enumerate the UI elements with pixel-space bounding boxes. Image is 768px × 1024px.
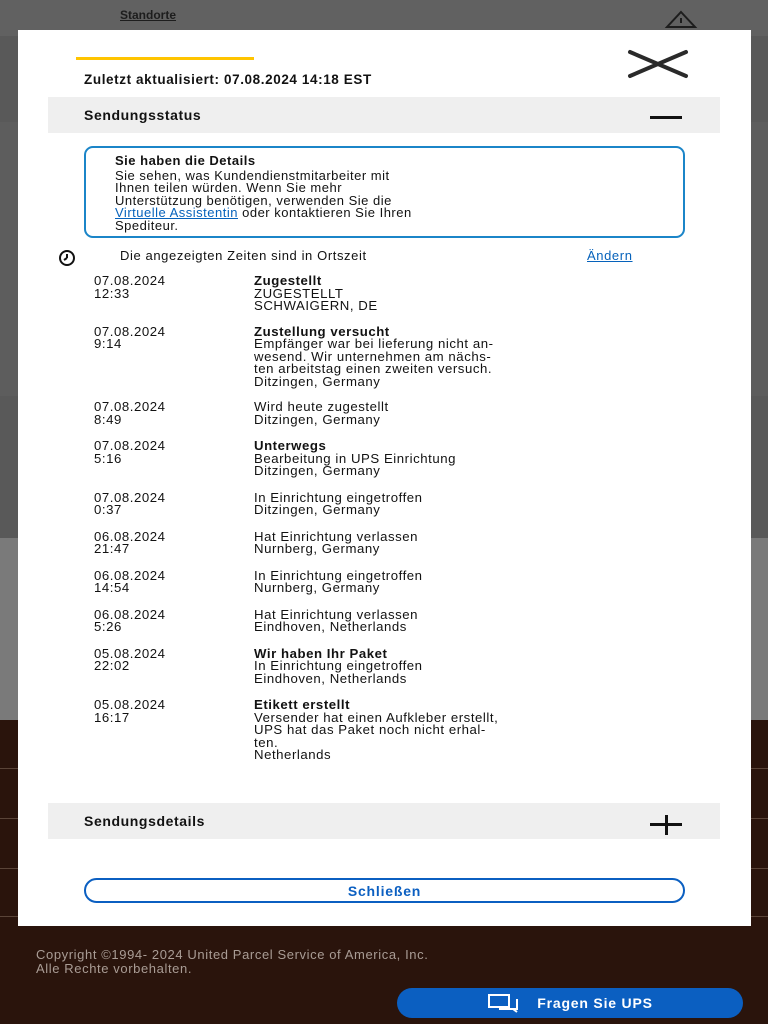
event-date: 06.08.2024 (94, 528, 166, 544)
info-box-text: Spediteur. (115, 217, 179, 233)
event-datetime (94, 275, 254, 313)
accent-bar (76, 57, 254, 60)
event-status: Wir haben Ihr Paket (254, 645, 388, 661)
event-description (254, 323, 674, 389)
timeline-event (94, 606, 694, 634)
close-icon[interactable] (626, 48, 690, 80)
event-detail-line: ten arbeitstag einen zweiten versuch. (254, 361, 493, 376)
event-description (254, 699, 674, 762)
shipment-status-title: Sendungsstatus (84, 107, 202, 123)
event-time: 21:47 (94, 541, 130, 556)
event-time: 22:02 (94, 658, 130, 673)
event-description (254, 440, 674, 478)
event-detail-line: wesend. Wir unternehmen am nächs- (254, 348, 492, 364)
event-detail-line: Empfänger war bei lieferung nicht an- (254, 336, 494, 351)
timeline-event (94, 645, 694, 686)
event-description (254, 606, 674, 634)
locations-link[interactable]: Standorte (120, 8, 177, 22)
event-detail-line: In Einrichtung eingetroffen (254, 658, 423, 673)
event-detail-line: SCHWAIGERN, DE (254, 298, 378, 313)
timeline-event (94, 275, 694, 313)
copyright-text (36, 948, 736, 976)
event-detail-line: Ditzingen, Germany (254, 502, 381, 517)
event-status: Unterwegs (254, 438, 327, 453)
event-description (254, 275, 674, 313)
timeline-event (94, 567, 694, 595)
timeline-event (94, 528, 694, 556)
event-detail-line: Bearbeitung in UPS Einrichtung (254, 450, 456, 466)
event-datetime (94, 440, 254, 478)
event-time: 8:49 (94, 411, 122, 427)
timezone-note: Die angezeigten Zeiten sind in Ortszeit (120, 248, 367, 263)
event-date: 07.08.2024 (94, 438, 166, 453)
change-timezone-link[interactable]: Ändern (587, 248, 633, 263)
warning-icon (664, 10, 698, 28)
event-detail-line: Hat Einrichtung verlassen (254, 606, 419, 622)
event-detail-line: Nurnberg, Germany (254, 541, 380, 556)
event-status: Etikett erstellt (254, 697, 351, 712)
event-detail-line: Ditzingen, Germany (254, 411, 381, 427)
event-date: 07.08.2024 (94, 489, 166, 505)
event-detail-line: Netherlands (254, 747, 332, 762)
shipment-details-accordion[interactable] (48, 803, 720, 839)
event-date: 06.08.2024 (94, 606, 166, 622)
event-datetime (94, 567, 254, 595)
details-info-box (84, 146, 685, 238)
event-detail-line: Ditzingen, Germany (254, 463, 381, 478)
event-detail-line: UPS hat das Paket noch nicht erhal- (254, 722, 486, 737)
event-date: 07.08.2024 (94, 273, 166, 288)
event-detail-line: ten. (254, 734, 279, 750)
clock-icon (56, 250, 78, 266)
event-datetime (94, 606, 254, 634)
event-date: 05.08.2024 (94, 697, 166, 712)
event-date: 05.08.2024 (94, 645, 166, 661)
event-detail-line: In Einrichtung eingetroffen (254, 567, 423, 583)
event-description (254, 645, 674, 686)
info-box-text: Unterstützung benötigen, verwenden Sie die (115, 192, 392, 208)
timezone-row (56, 248, 666, 266)
event-datetime (94, 401, 254, 426)
event-status: Zugestellt (254, 273, 322, 288)
event-time: 5:16 (94, 450, 122, 466)
shipment-details-title: Sendungsdetails (84, 813, 206, 829)
expand-icon (650, 815, 682, 835)
tracking-timeline (94, 275, 694, 762)
tracking-details-modal (18, 30, 751, 926)
info-box-text: Ihnen teilen würden. Wenn Sie mehr (115, 180, 343, 195)
event-detail-line: In Einrichtung eingetroffen (254, 489, 423, 505)
event-time: 5:26 (94, 619, 122, 634)
event-detail-line: Ditzingen, Germany (254, 373, 381, 389)
event-status: Zustellung versucht (254, 323, 390, 339)
last-updated-text: Zuletzt aktualisiert: 07.08.2024 14:18 EST (84, 72, 372, 87)
shipment-status-accordion[interactable] (48, 97, 720, 133)
timeline-event (94, 401, 694, 426)
timeline-event (94, 323, 694, 389)
event-datetime (94, 323, 254, 389)
virtual-assistant-link[interactable]: Virtuelle Assistentin (115, 205, 238, 220)
event-detail-line: Wird heute zugestellt (254, 399, 389, 414)
copyright-line: Copyright ©1994- 2024 United Parcel Service of America, Inc. (36, 947, 429, 962)
rights-line: Alle Rechte vorbehalten. (36, 961, 193, 976)
timeline-event (94, 440, 694, 478)
collapse-icon (650, 116, 682, 119)
event-time: 9:14 (94, 336, 122, 351)
event-date: 06.08.2024 (94, 567, 166, 583)
event-time: 14:54 (94, 580, 130, 595)
event-datetime (94, 489, 254, 517)
event-detail-line: Nurnberg, Germany (254, 580, 380, 595)
event-time: 16:17 (94, 709, 130, 725)
event-description (254, 401, 674, 426)
event-date: 07.08.2024 (94, 323, 166, 339)
event-datetime (94, 528, 254, 556)
info-box-text: oder kontaktieren Sie Ihren (238, 205, 412, 220)
event-datetime (94, 645, 254, 686)
event-detail-line: Eindhoven, Netherlands (254, 670, 407, 686)
event-time: 12:33 (94, 285, 130, 301)
event-detail-line: Hat Einrichtung verlassen (254, 528, 419, 544)
event-time: 0:37 (94, 502, 122, 517)
event-description (254, 489, 674, 517)
event-detail-line: ZUGESTELLT (254, 285, 344, 301)
event-description (254, 528, 674, 556)
ask-ups-label: Fragen Sie UPS (537, 995, 653, 1011)
event-datetime (94, 699, 254, 762)
event-date: 07.08.2024 (94, 399, 166, 414)
info-box-text: Sie sehen, was Kundendienstmitarbeiter mit (115, 167, 390, 183)
close-button[interactable]: Schließen (84, 878, 685, 903)
chat-icon (487, 993, 521, 1013)
event-description (254, 567, 674, 595)
event-detail-line: Versender hat einen Aufkleber erstellt, (254, 709, 499, 725)
timeline-event (94, 699, 694, 762)
ask-ups-chat-button[interactable] (397, 988, 743, 1018)
event-detail-line: Eindhoven, Netherlands (254, 619, 407, 634)
timeline-event (94, 489, 694, 517)
info-box-heading: Sie haben die Details (115, 153, 256, 168)
